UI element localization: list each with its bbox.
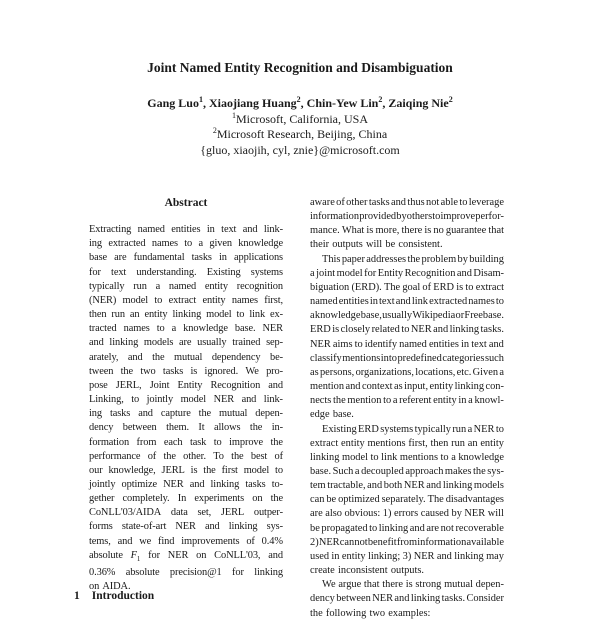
text-line: NER aims to identify named entities in text and xyxy=(310,338,504,350)
affiliation-line xyxy=(0,127,600,143)
text-line: arately, and the mutual dependency be- xyxy=(89,351,283,363)
text-line: dency between NER and linking tasks. Consider xyxy=(310,593,504,605)
text-line: linking model to link mentions to a knowledge xyxy=(310,451,504,463)
text-line: Extracting named entities in text and link- xyxy=(89,224,283,236)
text-line: (NER) model to extract entity names first, xyxy=(89,294,283,306)
text-line: biguation (ERD). The goal of ERD is to extract xyxy=(310,281,504,293)
text-line: then run an entity linking model to link ex- xyxy=(89,309,283,321)
text-line: pose JERL, Joint Entity Recognition and xyxy=(89,379,283,391)
abstract-heading: Abstract xyxy=(164,197,208,209)
text-line: extract entity mentions first, then run an entity xyxy=(310,437,504,449)
paragraph xyxy=(310,578,504,620)
affiliation-mark: 2 xyxy=(296,95,301,104)
text-line: used in entity linking; 3) NER and linking may xyxy=(310,550,504,562)
text-line: ing extracted names to a given knowledge xyxy=(89,238,283,250)
text-line: ing tasks and capture the mutual depen- xyxy=(89,408,283,420)
text-line: Linking, to jointly model NER and link- xyxy=(89,394,283,406)
text-line: dency between them. It allows the in- xyxy=(89,422,283,434)
left-column xyxy=(89,196,283,594)
affiliation-line xyxy=(0,112,600,128)
abstract-body xyxy=(89,223,283,594)
text-line: This paper addresses the problem by building xyxy=(322,253,504,265)
text-line: CoNLL'03/AIDA data set, JERL outper- xyxy=(89,507,283,519)
text-line: are also obvious: 1) errors caused by NER will xyxy=(310,508,504,520)
section-title: Introduction xyxy=(91,590,155,602)
text-line: tem tractable, and both NER and linking models xyxy=(310,480,504,492)
text-line: named entities in text and link extracted names to xyxy=(310,296,504,308)
text-line: ERD is closely related to NER and linking tasks. xyxy=(310,324,504,336)
text-line: 2) NER can not benefit from information available xyxy=(310,536,504,548)
text-line: 0.36% absolute precision@1 for linking xyxy=(89,566,283,578)
text-line: nects the mention to a referent entity in a knowl- xyxy=(310,395,504,407)
text-line: information provided by others to improve perfor- xyxy=(310,211,504,223)
affiliation-mark: 2 xyxy=(212,126,217,135)
affiliation-mark: 2 xyxy=(448,95,453,104)
text-line: jointly optimize NER and linking tasks to- xyxy=(89,478,283,490)
author-block xyxy=(0,96,600,158)
text-line: tems, and we find improvements of 0.4% xyxy=(89,535,283,547)
text-line: typically run a named entity recognition xyxy=(89,280,283,292)
text-line: base. Such a decoupled approach makes the sys- xyxy=(310,465,504,477)
text-line: forms state-of-art NER and linking sys- xyxy=(89,521,283,533)
text-line: We argue that there is strong mutual depen- xyxy=(322,579,504,591)
author-name: Gang Luo xyxy=(147,96,199,110)
text-line: a knowledge base, usually Wikipedia or Freebase. xyxy=(310,310,504,322)
text-line: can be optimized separately. The disadvantages xyxy=(310,494,504,506)
affiliation-mark: 1 xyxy=(232,110,236,120)
text-line: create inconsistent outputs. xyxy=(310,565,425,577)
text-line: performance of the other. To the best of xyxy=(89,450,283,462)
text-line: and linking models are usually trained sep- xyxy=(89,337,283,349)
text-line: be propagated to linking and are not recoverable xyxy=(310,522,504,534)
text-line: the following two examples: xyxy=(310,607,431,619)
text-line: formation from each task to improve the xyxy=(89,436,283,448)
author-name: Xiaojiang Huang xyxy=(208,96,297,110)
text-line: edge base. xyxy=(310,409,354,421)
affiliation-mark: 1 xyxy=(198,95,203,104)
section-heading xyxy=(74,590,154,602)
text-line: Existing ERD systems typically run a NER to xyxy=(322,423,504,435)
paragraph xyxy=(310,253,504,423)
text-line: tween the two tasks is ignored. We pro- xyxy=(89,365,283,377)
author-name: Chin-Yew Lin xyxy=(306,96,379,110)
affiliation-mark: 2 xyxy=(378,95,383,104)
author-name: Zaiqing Nie xyxy=(388,96,449,110)
text-line: a joint model for Entity Recognition and Disam- xyxy=(310,267,504,279)
paper-title: Joint Named Entity Recognition and Disambiguation xyxy=(147,60,453,75)
affiliation-text: Microsoft, California, USA xyxy=(236,111,368,126)
text-line: aware of other tasks and thus not able to leverage xyxy=(310,197,504,208)
text-line: as persons, organizations, locations, etc. Given a xyxy=(310,366,504,378)
author-list: Gang Luo$^1$, Xiaojiang Huang$^2$, Chin-Yew Lin$^2$, Zaiqing Nie$^2$ xyxy=(147,95,453,110)
text-line: tracted names to a knowledge base. NER xyxy=(89,323,283,335)
text-line: absolute $F_1$ for NER on CoNLL'03, and xyxy=(89,549,283,563)
text-line: base are fundamental tasks in applications xyxy=(89,252,283,264)
text-line: mention and context as input, entity linking con- xyxy=(310,381,504,393)
text-line: classify mentions into predefined categories such xyxy=(310,352,504,364)
text-line: on AIDA. xyxy=(89,581,131,593)
text-line: our knowledge, JERL is the first model to xyxy=(89,464,283,476)
text-line: their outputs will be consistent. xyxy=(310,239,443,251)
paragraph xyxy=(310,423,504,579)
text-line: mance. What is more, there is no guarantee that xyxy=(310,225,504,237)
email-line: {gluo, xiaojih, cyl, znie}@microsoft.com xyxy=(200,142,400,157)
affiliation-text: Microsoft Research, Beijing, China xyxy=(216,127,388,141)
text-line: for text understanding. Existing systems xyxy=(89,266,283,278)
text-line: gether completely. In experiments on the xyxy=(89,493,283,505)
right-column xyxy=(310,196,504,621)
paragraph xyxy=(310,196,504,253)
section-number: 1 xyxy=(74,590,80,602)
